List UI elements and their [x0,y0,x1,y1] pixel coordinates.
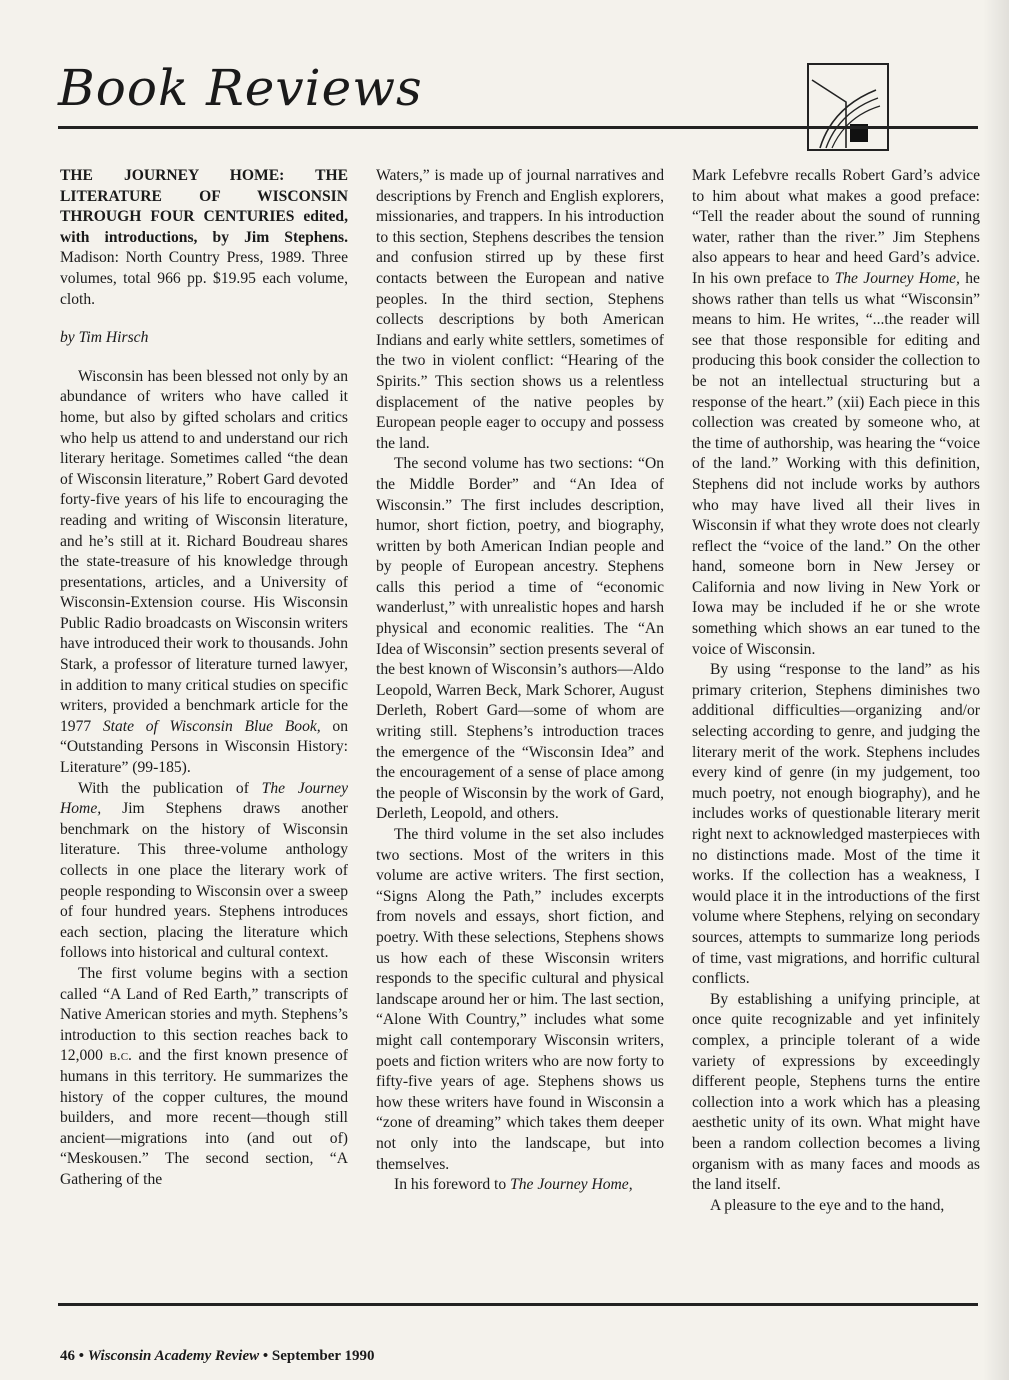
page-number: 46 [60,1348,75,1364]
italic-title: State of Wisconsin Blue Book, [102,717,321,735]
publication-info: Madison: North Country Press, 1989. Three volumes, total 966 pp. $19.95 each volume, cloth. [60,249,348,308]
column-3 [692,166,980,1216]
byline: by Tim Hirsch [60,329,149,347]
paragraph [60,964,348,1191]
text-run: Jim Stephens draws another benchmark on the history of Wisconsin literature. This three-volume anthology collects in one place the literary work of people responding to Wisconsin over a sweep of four hundred years. Stephens introduces each section, placing the literature which follows into historical and cultural context. [60,800,348,962]
paragraph [692,166,980,660]
journal-title: Wisconsin Academy Review [87,1348,260,1364]
academy-logo-icon [806,62,890,152]
text-run: Wisconsin has been blessed not only by an abundance of writers who have called it home, but also by gifted scholars and critics who help us attend to and understand our rich literary heritage. Sometimes called “the dean of Wisconsin literature,” Robert Gard devoted forty-five years of his life to encouraging the reading and writing of Wisconsin literature, and he’s still at it. Richard Boudreau shares the state-treasure of his knowledge through presentations, articles, and a University of Wisconsin-Extension course. His Wisconsin Public Radio broadcasts on Wisconsin writers have introduced their work to thousands. John Stark, a professor of literature turned lawyer, in addition to many critical studies on specific writers, provided a benchmark article for the 1977 [60,367,348,735]
text-run: With the publication of [78,779,262,797]
paragraph: The third volume in the set also includes two sections. Most of the writers in this volume are active writers. The first section, “Signs Along the Path,” includes excerpts from novels and essays, short fiction, and poetry. With these selections, Stephens shows us how each of these Wisconsin writers responds to the specific cultural and physical landscape around her or him. The last section, “Alone With Country,” includes what some might call contemporary Wisconsin writers, poets and fiction writers who are now forty to fifty-five years of age. Stephens shows us how these writers have found in Wisconsin a “zone of dreaming” which takes them deeper not only into the landscape, but into themselves. [376,826,664,1173]
paragraph [60,779,348,964]
text-run: on “Outstanding Persons in Wisconsin History: Literature” (99-185). [60,717,348,777]
paragraph: By establishing a unifying principle, at once quite recognizable and yet infinitely complex, a principle tolerant of a wide variety of expressions by exceedingly different people, Stephens turns the entire collection into a work which has a pleasing aesthetic unity of its own. What might have been a random collection becomes a living organism with as many faces and moods as the land itself. [692,990,980,1194]
column-2 [376,166,664,1196]
page-footer [60,1348,375,1365]
text-run: and the first known presence of humans in this territory. He summarizes the history of the copper cultures, the mound builders, and more recent—though still ancient—migrations into (and out of) “Meskousen.” The second section, “A Gathering of the [60,1047,348,1188]
text-run: The first volume begins with a section called “A Land of Red Earth,” transcripts of Native American stories and myth. Stephens’s introduction to this section reaches back to 12,000 [60,964,348,1065]
section-title: Book Reviews [58,59,423,117]
paragraph [60,367,348,779]
text-run: In his foreword to [394,1176,511,1194]
small-caps-era: b.c. [109,1047,132,1065]
header-rule [58,126,978,129]
paragraph: A pleasure to the eye and to the hand, [710,1196,945,1214]
book-heading: THE JOURNEY HOME: THE LITERATURE OF WISCONSIN THROUGH FOUR CENTURIES edited, with introductions, by Jim Stephens. [60,167,348,246]
review-body [60,166,980,1281]
italic-title: The Journey Home, [60,779,348,818]
text-run: Mark Lefebvre recalls Robert Gard’s advice to him about what makes a good preface: “Tell the reader about the sound of running water, rather than the river.” Jim Stephens also appears to hear and heed Gard’s advice. In his own preface to [692,167,980,287]
column-1 [60,166,348,1191]
italic-title: The Journey Home, [510,1176,633,1194]
book-citation [60,166,348,310]
separator: • [259,1348,272,1364]
footer-rule [58,1303,978,1306]
paragraph: Waters,” is made up of journal narratives and descriptions by French and English explorers, missionaries, and trappers. In his introduction to this section, Stephens describes the tension and confusion stirred up by these first contacts between the European and native peoples. In the third section, Stephens collects descriptions by both American Indians and early white settlers, sometimes of the two in violent conflict: “Hearing of the Spirits.” This section shows us a relentless displacement of the native peoples by European people eager to occupy and possess the land. [376,167,664,452]
paragraph [376,1175,664,1196]
italic-title: The Journey Home, [834,269,960,287]
issue-date: September 1990 [271,1348,375,1364]
paragraph: The second volume has two sections: “On the Middle Border” and “An Idea of Wisconsin.” The first includes description, humor, short fiction, poetry, and biography, written by both American Indian people and by people of European ancestry. Stephens calls this period a time of “economic wanderlust,” with unrealistic hopes and harsh physical and economic realities. The “An Idea of Wisconsin” section presents several of the best known of Wisconsin’s authors—Aldo Leopold, Warren Beck, Mark Schorer, August Derleth, Robert Gard—some of whom are writing still. Stephens’s introduction traces the emergence of the “Wisconsin Idea” and the encouragement of a sense of place among the people of Wisconsin by the work of Gard, Derleth, Leopold, and others. [376,455,664,823]
page-edge-shadow [983,0,1009,1380]
separator: • [75,1348,88,1364]
paragraph: By using “response to the land” as his primary criterion, Stephens diminishes two additional difficulties—organizing and/or selecting according to genre, and judging the literary merit of the work. Stephens includes every kind of genre (in my judgement, too much poetry, not enough biography), and he includes works of questionable literary merit right next to acknowledged masterpieces with no distinctions made. Most of the time it works. If the collection has a weakness, I would place it in the introductions of the first volume where Stephens, relying on secondary sources, attempts to summarize long periods of time, vast migrations, and horrific cultural conflicts. [692,661,980,988]
text-run: he shows rather than tells us what “Wisconsin” means to him. He writes, “...the reader will see that those responsible for editing and producing this book consider the collection to be not an intellectual structuring but a response of the heart.” (xii) Each piece in this collection was created by someone who, at the time of authorship, was hearing the “voice of the land.” Working with this definition, Stephens did not include works by authors who may have lived all their lives in Wisconsin if what they wrote does not clearly reflect the “voice of the land.” On the other hand, someone born in New Jersey or California and now living in New York or Iowa may be included if he or she wrote something which shows an ear tuned to the voice of Wisconsin. [692,269,980,658]
